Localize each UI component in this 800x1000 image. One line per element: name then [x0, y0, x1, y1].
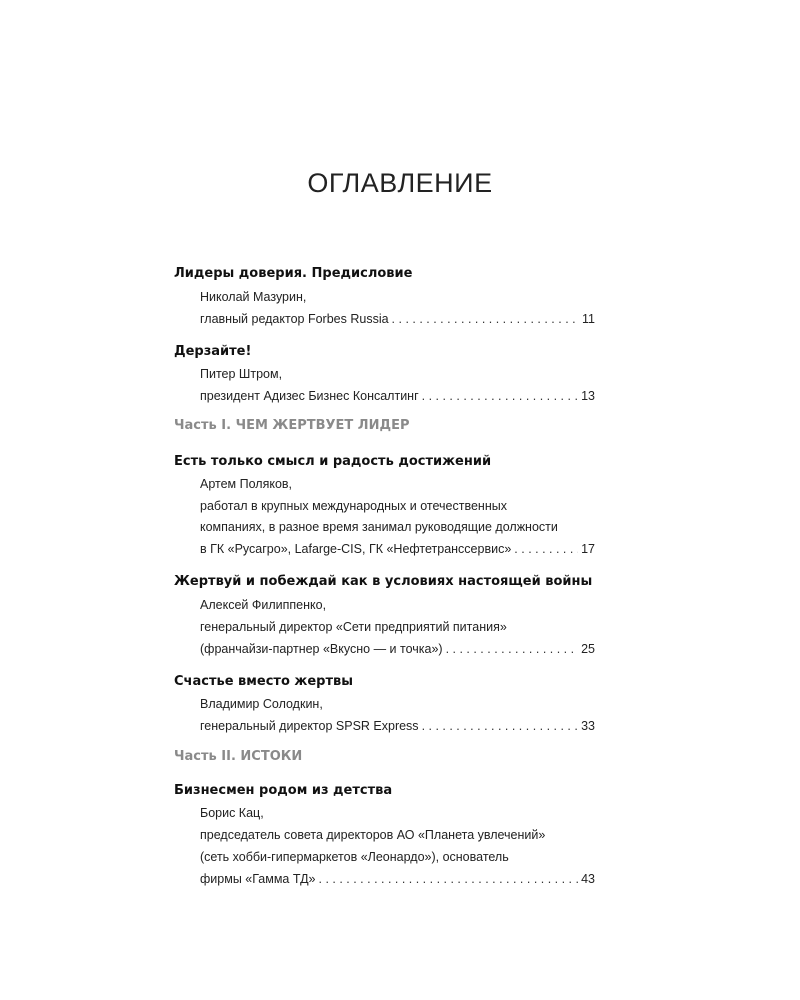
dot-leader: [514, 542, 578, 556]
toc-heading[interactable]: Лидеры доверия. Предисловие: [174, 266, 413, 281]
toc-description: генеральный директор «Сети предприятий питания»: [200, 620, 507, 634]
page-number: 43: [581, 872, 595, 886]
dot-leader: [319, 872, 579, 886]
page-title: ОГЛАВЛЕНИЕ: [307, 168, 493, 198]
toc-description: президент Адизес Бизнес Консалтинг: [200, 389, 419, 403]
toc-heading[interactable]: Бизнесмен родом из детства: [174, 783, 393, 798]
page-number: 11: [582, 312, 595, 326]
toc-description: (сеть хобби-гипермаркетов «Леонардо»), основатель: [200, 850, 509, 864]
toc-description: председатель совета директоров АО «Планета увлечений»: [200, 828, 546, 842]
page-number: 33: [581, 719, 595, 733]
toc-entry-line[interactable]: [200, 642, 595, 656]
toc-author: Питер Штром,: [200, 367, 283, 381]
toc-description: главный редактор Forbes Russia: [200, 312, 389, 326]
toc-description: компаниях, в разное время занимал руководящие должности: [200, 520, 558, 534]
page-number: 25: [581, 642, 595, 656]
toc-author: Алексей Филиппенко,: [200, 598, 327, 612]
toc-author: Николай Мазурин,: [200, 290, 307, 304]
toc-description: в ГК «Русагро», Lafarge-CIS, ГК «Нефтетранссервис»: [200, 542, 512, 556]
dot-leader: [422, 389, 578, 403]
toc-entry-line[interactable]: [200, 312, 595, 326]
dot-leader: [422, 719, 579, 733]
toc-heading[interactable]: Счастье вместо жертвы: [174, 674, 353, 689]
toc-entry-line[interactable]: [200, 542, 595, 556]
toc-description: работал в крупных международных и отечественных: [200, 499, 507, 513]
page-number: 17: [581, 542, 595, 556]
toc-heading[interactable]: Есть только смысл и радость достижений: [174, 454, 492, 469]
part-heading[interactable]: Часть II. ИСТОКИ: [174, 749, 303, 764]
toc-entry-line[interactable]: [200, 719, 595, 733]
dot-leader: [392, 312, 579, 326]
toc-description: генеральный директор SPSR Express: [200, 719, 419, 733]
toc-heading[interactable]: Жертвуй и побеждай как в условиях настоящей войны: [174, 574, 593, 589]
toc-author: Артем Поляков,: [200, 477, 293, 491]
page-number: 13: [581, 389, 595, 403]
toc-entry-line[interactable]: [200, 872, 595, 886]
toc-heading[interactable]: Дерзайте!: [174, 344, 252, 359]
dot-leader: [446, 642, 579, 656]
toc-entry-line[interactable]: [200, 389, 595, 403]
toc-author: Владимир Солодкин,: [200, 697, 323, 711]
part-heading[interactable]: Часть I. ЧЕМ ЖЕРТВУЕТ ЛИДЕР: [174, 418, 410, 433]
toc-description: фирмы «Гамма ТД»: [200, 872, 316, 886]
toc-description: (франчайзи-партнер «Вкусно — и точка»): [200, 642, 443, 656]
toc-author: Борис Кац,: [200, 806, 264, 820]
